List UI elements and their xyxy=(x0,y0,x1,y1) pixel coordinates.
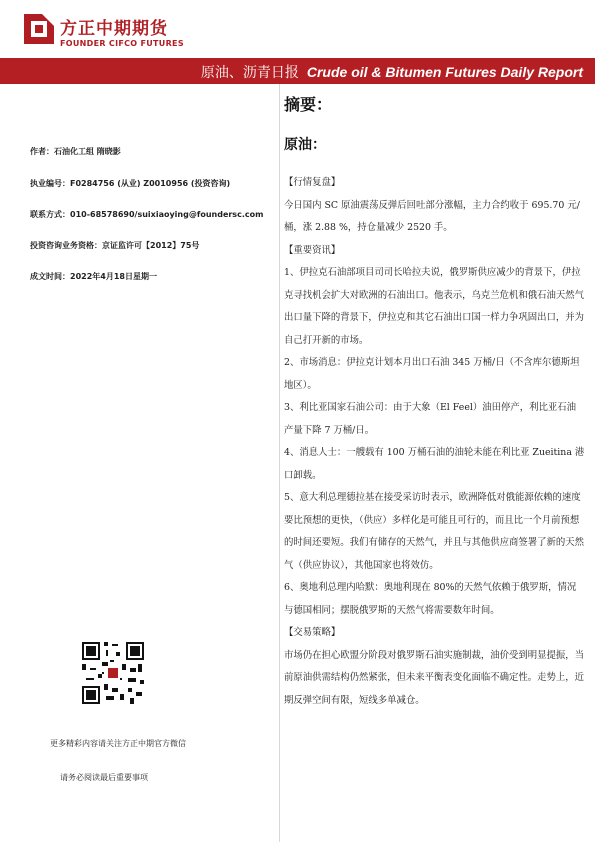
report-header xyxy=(0,0,595,84)
follow-wechat-text: 更多精彩内容请关注方正中期官方微信 xyxy=(50,739,186,748)
license-line: 执业编号：F0284756 (从业) Z0010956 (投资咨询) xyxy=(30,179,231,188)
report-body xyxy=(284,172,585,712)
founder-logo-icon xyxy=(24,14,54,44)
heading-market-review: 【行情复盘】 xyxy=(284,177,341,188)
paragraph-market-review: 今日国内 SC 原油震荡反弹后回吐部分涨幅，主力合约收于 695.70 元/桶，涨 2.88 %，持仓量减少 2520 手。 xyxy=(284,199,580,233)
report-title-en: Crude oil & Bitumen Futures Daily Report xyxy=(306,64,583,80)
heading-key-news: 【重要资讯】 xyxy=(284,244,341,256)
author-line: 作者：石油化工组 隋晓影 xyxy=(30,147,121,156)
report-title-cn: 原油、沥青日报 xyxy=(200,65,299,81)
company-name-cn: 方正中期期货 xyxy=(60,19,168,39)
contact-line: 联系方式：010-68578690/suixiaoying@foundersc.com xyxy=(30,210,264,219)
company-name-en: FOUNDER CIFCO FUTURES xyxy=(60,39,184,48)
news-item-5: 5、意大利总理德拉基在接受采访时表示，欧洲降低对俄能源依赖的速度要比预想的更快，（供应）多样化是可能且可行的，而且比一个月前预想的时间还要短。我们有储存的天然气，并且与其他供应商签署了新的天然气（供应协议），其他国家也将效仿。 xyxy=(284,492,585,571)
column-divider xyxy=(279,84,280,842)
heading-trading-strategy: 【交易策略】 xyxy=(284,627,341,638)
qualification-line: 投资咨询业务资格：京证监许可【2012】75号 xyxy=(30,241,200,250)
news-item-4: 4、消息人士：一艘载有 100 万桶石油的油轮未能在利比亚 Zueitina 港口卸载。 xyxy=(284,447,585,481)
news-item-6: 6、奥地利总理内哈默：奥地利现在 80%的天然气依赖于俄罗斯，情况与德国相同；摆脱俄罗斯的天然气将需要数年时间。 xyxy=(284,582,577,616)
paragraph-trading-strategy: 市场仍在担心欧盟分阶段对俄罗斯石油实施制裁，油价受到明显提振，当前原油供需结构仍然紧张，但未来平衡表变化面临不确定性。走势上，近期反弹空间有限，短线多单减仓。 xyxy=(284,649,585,706)
abstract-title: 摘要： xyxy=(284,95,333,114)
date-line: 成文时间：2022年4月18日星期一 xyxy=(30,272,157,281)
news-item-1: 1、伊拉克石油部项目司司长哈拉夫说，俄罗斯供应减少的背景下，伊拉克寻找机会扩大对欧洲的石油出口。他表示，乌克兰危机和俄石油天然气出口量下降的背景下，伊拉克和其它石油出口国一样力争巩固出口，并为自己打开新的市场。 xyxy=(284,267,585,346)
news-item-3: 3、利比亚国家石油公司：由于大象（El Feel）油田停产，利比亚石油产量下降 7 万桶/日。 xyxy=(284,402,576,436)
news-item-2: 2、市场消息：伊拉克计划本月出口石油 345 万桶/日（不含库尔德斯坦地区）。 xyxy=(284,357,580,391)
crude-oil-section-title: 原油： xyxy=(284,137,326,153)
title-banner xyxy=(0,58,595,84)
wechat-qr-code-icon xyxy=(80,640,146,706)
important-notice-text: 请务必阅读最后重要事项 xyxy=(60,773,148,782)
